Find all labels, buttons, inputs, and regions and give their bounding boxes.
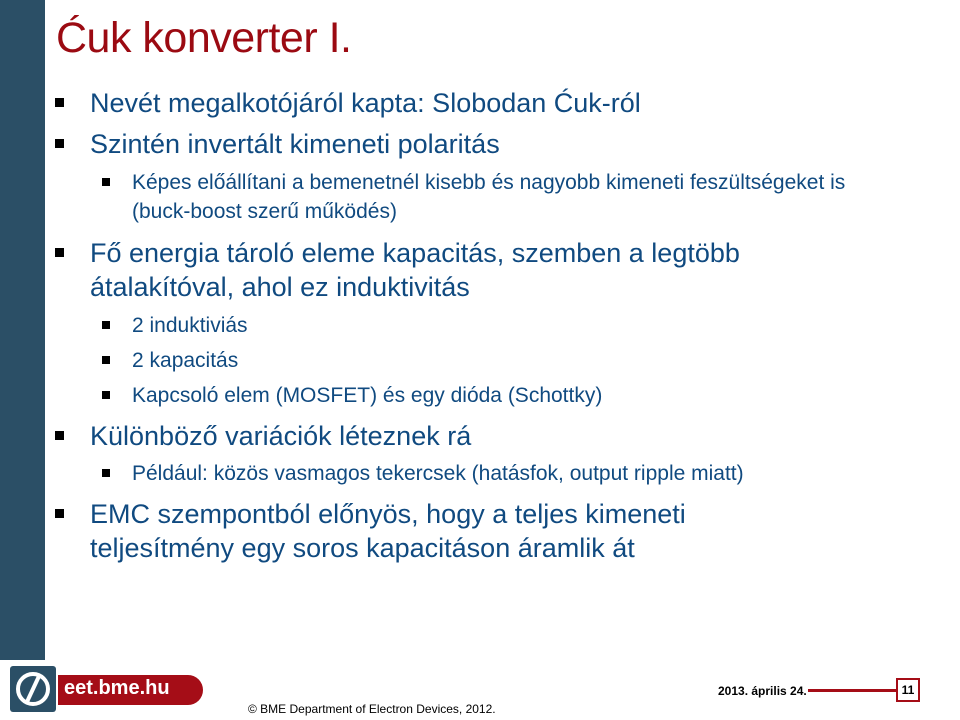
sub-bullet-item <box>132 381 602 410</box>
bullet-square-icon <box>102 321 110 329</box>
slide-date: 2013. április 24. <box>718 684 807 698</box>
slide-title: Ćuk konverter I. <box>56 14 352 62</box>
bullet-text: Például: közös vasmagos tekercsek (hatásfok, output ripple miatt) <box>132 462 744 485</box>
bullet-text: Nevét megalkotójáról kapta: Slobodan Ćuk-ról <box>90 88 641 118</box>
bullet-square-icon <box>55 139 64 148</box>
bullet-item <box>90 419 471 453</box>
copyright-text: © BME Department of Electron Devices, 2012. <box>248 702 496 716</box>
bullet-item <box>90 127 500 161</box>
bullet-square-icon <box>55 431 64 440</box>
site-link[interactable]: eet.bme.hu <box>64 677 170 699</box>
bullet-square-icon <box>102 469 110 477</box>
bullet-item <box>90 497 830 565</box>
bullet-item <box>90 236 890 304</box>
sub-bullet-item <box>132 168 852 226</box>
bullet-square-icon <box>55 98 64 107</box>
bullet-text: Kapcsoló elem (MOSFET) és egy dióda (Schottky) <box>132 384 603 407</box>
sub-bullet-item <box>132 311 248 340</box>
bme-eet-logo-icon <box>10 666 56 712</box>
bullet-square-icon <box>102 391 110 399</box>
page-number: 11 <box>896 678 920 702</box>
sub-bullet-item <box>132 346 238 375</box>
bullet-square-icon <box>102 356 110 364</box>
bullet-text: Szintén invertált kimeneti polaritás <box>90 129 500 159</box>
bullet-text: EMC szempontból előnyös, hogy a teljes kimeneti teljesítmény egy soros kapacitáson áramlik át <box>90 499 686 563</box>
bullet-square-icon <box>55 248 64 257</box>
bullet-text: 2 kapacitás <box>132 349 239 372</box>
bullet-text: 2 induktiviás <box>132 314 248 337</box>
bullet-text: Különböző variációk léteznek rá <box>90 421 472 451</box>
bullet-text: Fő energia tároló eleme kapacitás, szemben a legtöbb átalakítóval, ahol ez induktivitás <box>90 238 740 302</box>
bullet-text: Képes előállítani a bemenetnél kisebb és nagyobb kimeneti feszültségeket is (buck-boost szerű működés) <box>132 171 846 223</box>
footer-divider <box>808 689 900 692</box>
bullet-item <box>90 86 641 120</box>
bullet-square-icon <box>55 509 64 518</box>
bullet-square-icon <box>102 178 110 186</box>
sub-bullet-item <box>132 459 744 488</box>
